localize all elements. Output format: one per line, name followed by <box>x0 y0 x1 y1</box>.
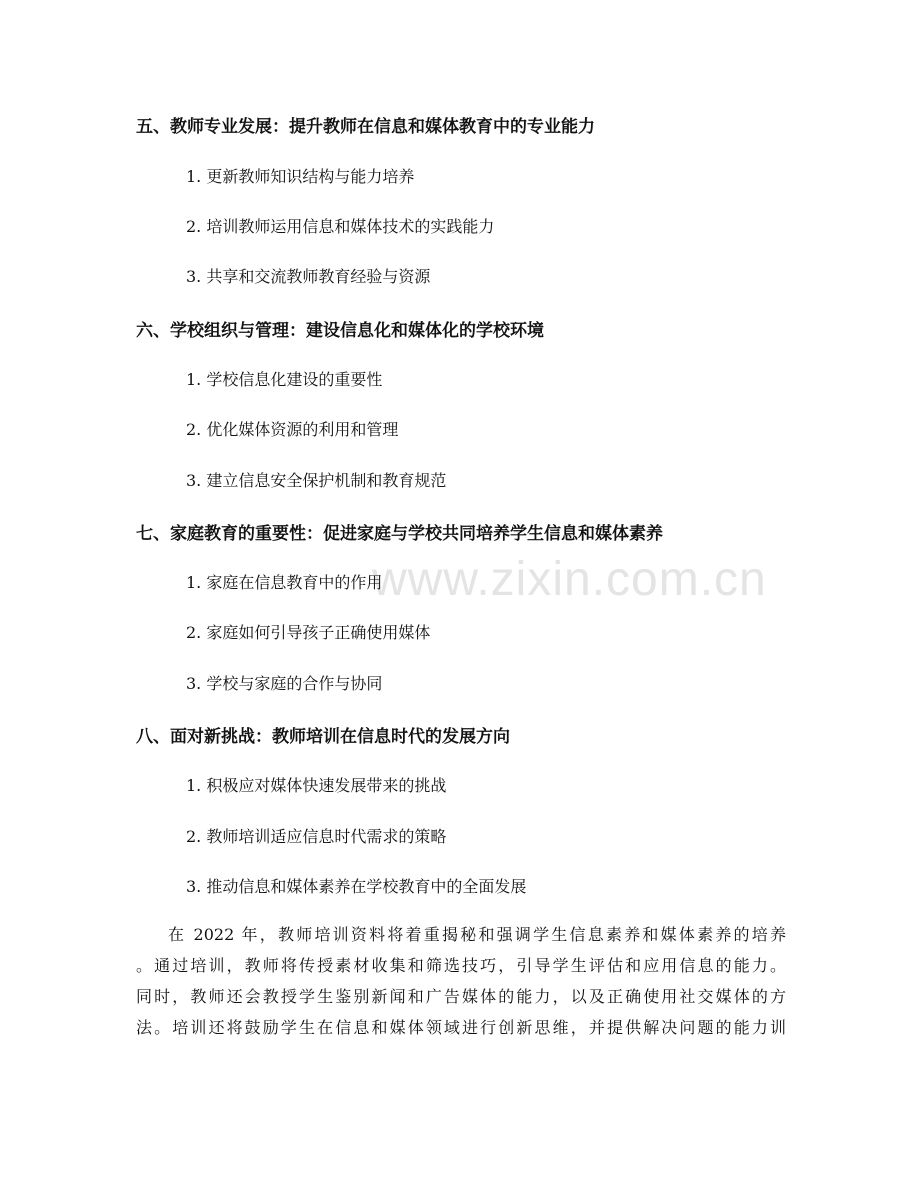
list-item: 2. 家庭如何引导孩子正确使用媒体 <box>186 623 431 642</box>
paragraph-line: 在 2022 年，教师培训资料将着重揭秘和强调学生信息素养和媒体素养的培养 <box>168 925 786 944</box>
paragraph-line: 。通过培训，教师将传授素材收集和筛选技巧，引导学生评估和应用信息的能力。 <box>136 956 786 975</box>
list-item: 3. 推动信息和媒体素养在学校教育中的全面发展 <box>186 877 527 896</box>
list-item: 2. 优化媒体资源的利用和管理 <box>186 420 399 439</box>
list-item: 1. 积极应对媒体快速发展带来的挑战 <box>186 776 447 795</box>
paragraph-line: 同时，教师还会教授学生鉴别新闻和广告媒体的能力，以及正确使用社交媒体的方 <box>136 987 786 1006</box>
section-heading: 八、面对新挑战：教师培训在信息时代的发展方向 <box>136 727 510 747</box>
section-heading: 六、学校组织与管理：建设信息化和媒体化的学校环境 <box>136 321 544 341</box>
section-heading: 五、教师专业发展：提升教师在信息和媒体教育中的专业能力 <box>136 117 595 137</box>
list-item: 2. 培训教师运用信息和媒体技术的实践能力 <box>186 217 495 236</box>
list-item: 1. 学校信息化建设的重要性 <box>186 370 383 389</box>
list-item: 1. 家庭在信息教育中的作用 <box>186 573 383 592</box>
list-item: 1. 更新教师知识结构与能力培养 <box>186 167 415 186</box>
list-item: 3. 学校与家庭的合作与协同 <box>186 674 383 693</box>
body-paragraph <box>136 919 786 1043</box>
section-heading: 七、家庭教育的重要性：促进家庭与学校共同培养学生信息和媒体素养 <box>136 524 663 544</box>
paragraph-line: 法。培训还将鼓励学生在信息和媒体领域进行创新思维，并提供解决问题的能力训 <box>136 1018 786 1037</box>
list-item: 2. 教师培训适应信息时代需求的策略 <box>186 827 447 846</box>
list-item: 3. 建立信息安全保护机制和教育规范 <box>186 471 447 490</box>
watermark: www.zixin.com.cn <box>372 553 767 606</box>
list-item: 3. 共享和交流教师教育经验与资源 <box>186 267 431 286</box>
